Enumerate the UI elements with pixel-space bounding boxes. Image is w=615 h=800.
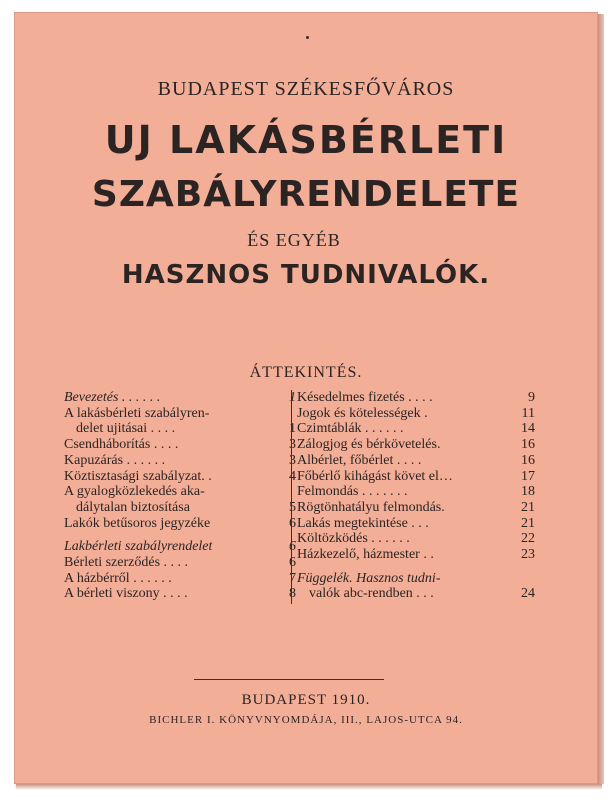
toc-entry: Köztisztasági szabályzat. . 4 <box>64 468 296 484</box>
toc-entry: A bérleti viszony . . . . 8 <box>64 586 296 602</box>
toc-entry: Felmondás . . . . . . . 18 <box>297 484 535 500</box>
toc-entry: A gyalogközlekedés aka- <box>64 484 205 500</box>
divider-rule <box>194 679 384 680</box>
toc-entry: Csendháborítás . . . . 3 <box>64 437 296 453</box>
toc-entry: Lakók betűsoros jegyzéke 6 <box>64 515 296 531</box>
toc-entry: Bérleti szerződés . . . . 6 <box>64 555 296 571</box>
toc-entry: Költözködés . . . . . . 22 <box>297 531 535 547</box>
toc-entry: Albérlet, főbérlet . . . . 16 <box>297 452 535 468</box>
toc-entry: Házkezelő, házmester . . 23 <box>297 547 535 563</box>
title-and-other: ÉS EGYÉB <box>247 230 341 250</box>
toc-entry: A lakásbérleti szabályren- <box>64 405 210 421</box>
toc-entry: Függelék. Hasznos tudni- <box>297 570 441 586</box>
toc-entry: Főbérlő kihágást követ el… 17 <box>297 468 535 484</box>
toc-entry: Bevezetés . . . . . . 1 <box>64 390 296 405</box>
title-useful-info: HASZNOS TUDNIVALÓK. <box>121 260 491 290</box>
toc-entry: Lakbérleti szabályrendelet 6 <box>64 539 296 555</box>
page-edge-shadow <box>598 14 604 784</box>
toc-entry: Rögtönhatályu felmondás. 21 <box>297 499 535 515</box>
toc-entry: Lakás megtekintése . . . 21 <box>297 515 535 531</box>
toc-entry: valók abc-rendben . . . 24 <box>309 586 535 602</box>
toc-entry: Czimtáblák . . . . . . 14 <box>297 421 535 437</box>
toc-left-column <box>64 390 296 602</box>
page-bottom-shadow <box>16 784 602 790</box>
toc-entry: A házbérről . . . . . . 7 <box>64 570 296 586</box>
ink-speck <box>306 36 309 39</box>
printer-imprint: BICHLER I. KÖNYVNYOMDÁJA, III., LAJOS-UTCA 94. <box>149 714 463 726</box>
place-and-year: BUDAPEST 1910. <box>241 692 371 708</box>
toc-entry: dálytalan biztosítása 5 <box>76 499 296 515</box>
book-cover <box>14 12 598 784</box>
toc-right-column <box>291 390 535 604</box>
toc-entry: Jogok és kötelességek . 11 <box>297 405 535 421</box>
toc-entry: delet ujitásai . . . . 1 <box>76 421 296 437</box>
main-title-line-2: SZABÁLYRENDELETE <box>91 174 521 215</box>
toc-entry: Kapuzárás . . . . . . 3 <box>64 452 296 468</box>
toc-heading: ÁTTEKINTÉS. <box>249 364 363 381</box>
subtitle-city: BUDAPEST SZÉKESFŐVÁROS <box>157 78 455 100</box>
main-title-line-1: UJ LAKÁSBÉRLETI <box>104 118 508 162</box>
toc-entry: Késedelmes fizetés . . . . 9 <box>297 390 535 405</box>
toc-entry: Zálogjog és bérkövetelés. 16 <box>297 437 535 453</box>
